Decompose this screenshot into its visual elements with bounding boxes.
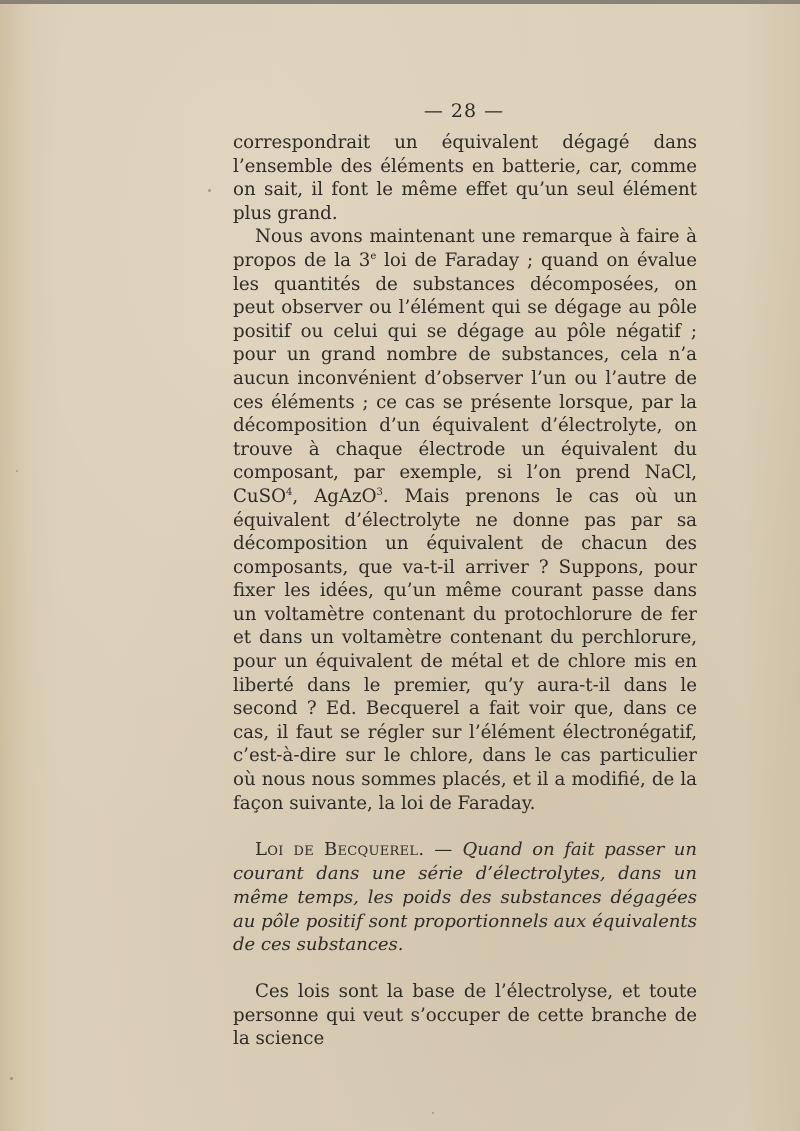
spacer (233, 957, 697, 980)
paragraph-text-part: loi de Faraday ; quand on évalue les quantités de substances décomposées, on peut observer ou l’élément qui se dégage au pôle positif ou celui qui se dégage au pôle négatif ; pour un grand nombre de substances, cela n’a aucun inconvénient d’observer l’un ou l’autre de ces éléments ; ce cas se présente lorsque, par la décomposition d’un équivalent d’électrolyte, on trouve à chaque électrode un équivalent du composant, par exemple, si l’on prend NaCl, CuSO (233, 249, 697, 507)
paper-speck (16, 470, 18, 472)
law-heading: Loi de Becquerel. — (255, 839, 463, 861)
page-number: — 28 — (423, 100, 505, 122)
paragraph-closing: Ces lois sont la base de l’électrolyse, et toute personne qui veut s’occuper de cette branche de la science (233, 981, 697, 1050)
paragraph-text-part: Nous avons maintenant une remarque à faire à propos de la 3 (233, 226, 697, 271)
superscript-subscript-index: 3 (376, 486, 383, 498)
paragraph-text-part: . Mais prenons le cas où un équivalent d’électrolyte ne donne pas par sa décomposition un équivalent de chacun des composants, que va-t-il arriver ? Suppons, pour fixer les idées, qu’un même courant passe dans un voltamètre contenant du protochlorure de fer et dans un voltamètre contenant du perchlorure, pour un équivalent de métal et de chlore mis en liberté dans le premier, qu’y aura-t-il dans le second ? Ed. Becquerel a fait voir que, dans ce cas, il faut se régler sur l’élément électronégatif, c’est-à-dire sur le chlore, dans le cas particulier où nous nous sommes placés, et il a modifié, de la façon suivante, la loi de Faraday. (233, 485, 698, 814)
paper-speck (512, 985, 514, 988)
paragraph-text-part: , AgAzO (292, 485, 377, 507)
paper-speck (208, 189, 211, 192)
spacer (233, 815, 697, 838)
paragraph-faraday-remark (233, 225, 697, 815)
paper-speck (10, 1077, 13, 1080)
law-text: Quand on fait passer un courant dans une série d’électrolytes, dans un même temps, les poids des substances dégagées au pôle positif sont proportionnels aux équivalents de ces substances. (233, 839, 697, 956)
paper-speck (432, 1112, 434, 1114)
body-text (233, 131, 697, 1051)
superscript-subscript-index: 4 (286, 486, 293, 498)
superscript-ordinal: e (370, 250, 377, 262)
page-top-edge (0, 0, 800, 4)
paragraph-continuation: correspondrait un équivalent dégagé dans l’ensemble des éléments en batterie, car, comme on sait, il font le même effet qu’un seul élément plus grand. (233, 132, 697, 224)
law-statement (233, 838, 697, 957)
